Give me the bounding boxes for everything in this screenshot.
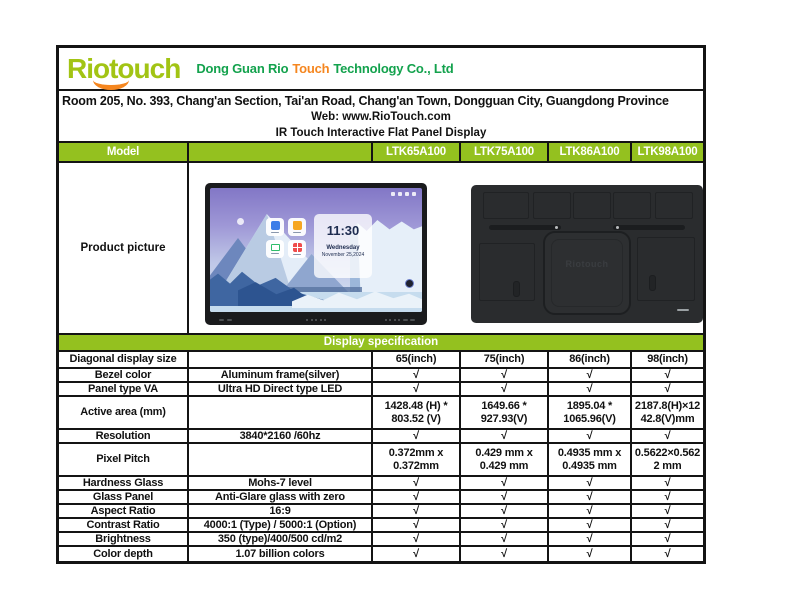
app-label <box>293 232 301 234</box>
spec-value: √ <box>461 505 549 517</box>
spec-desc <box>189 352 373 367</box>
spec-value: 65(inch) <box>373 352 461 367</box>
spec-value: √ <box>664 505 671 517</box>
apps-app-tile <box>288 240 306 258</box>
folder-icon <box>293 221 302 230</box>
table-row <box>59 430 703 444</box>
spec-value: 0.5622×0.5622 mm <box>634 447 701 472</box>
spec-value: 98(inch) <box>647 353 688 366</box>
spec-name: Panel type VA <box>59 383 189 395</box>
clock-date: November 25,2024 <box>321 252 365 258</box>
screenshare-app-tile <box>266 240 284 258</box>
model-row-spacer <box>189 143 373 161</box>
table-row <box>59 519 703 533</box>
spec-value: √ <box>549 547 632 561</box>
company-name <box>196 61 457 76</box>
spec-value: √ <box>461 547 549 561</box>
spec-value: √ <box>664 430 671 442</box>
table-row <box>59 369 703 383</box>
spec-desc: Anti-Glare glass with zero <box>189 491 373 503</box>
spec-value: 1649.66 * 927.93(V) <box>461 397 549 428</box>
bezel-mark <box>219 319 224 321</box>
rear-mount-plate-inner <box>551 239 623 307</box>
bezel-dot <box>320 319 322 321</box>
spec-value: √ <box>664 383 671 395</box>
spec-name: Diagonal display size <box>59 352 189 367</box>
rear-panel-section <box>479 243 535 301</box>
spec-value: 0.429 mm x 0.429 mm <box>461 444 549 475</box>
spec-value: √ <box>461 383 549 395</box>
handle-screw <box>555 226 558 229</box>
rear-mount-plate <box>543 231 631 315</box>
logo-wordmark: Riotouch <box>67 52 181 84</box>
panel-front-view-image <box>205 183 427 325</box>
model-ltk98a100: LTK98A100 <box>637 146 698 158</box>
sun-icon <box>237 218 244 225</box>
bezel-mark <box>403 319 408 321</box>
spec-name: Resolution <box>59 430 189 442</box>
company-address: Room 205, No. 393, Chang'an Section, Tai'an Road, Chang'an Town, Dongguan City, Guangdong Province <box>62 94 669 108</box>
spec-desc: 16:9 <box>189 505 373 517</box>
spec-desc <box>189 397 373 428</box>
product-picture-row <box>59 163 703 335</box>
rear-label-sticker <box>677 309 689 311</box>
spec-value: 75(inch) <box>461 352 549 367</box>
display-specification-band: Display specification <box>59 335 703 352</box>
spec-desc: 4000:1 (Type) / 5000:1 (Option) <box>189 519 373 531</box>
rear-logo-emboss: Riotouch <box>565 258 609 269</box>
spec-value: √ <box>549 369 632 381</box>
spec-value: √ <box>549 491 632 503</box>
bezel-dot <box>398 319 400 321</box>
spec-desc: Mohs-7 level <box>189 477 373 489</box>
table-row <box>59 505 703 519</box>
spec-value: √ <box>549 505 632 517</box>
spec-value: √ <box>664 491 671 503</box>
whiteboard-app-tile <box>266 218 284 236</box>
spec-value: √ <box>373 477 461 489</box>
riotouch-logo <box>67 52 181 84</box>
bezel-dot <box>324 319 326 321</box>
spec-value: √ <box>461 477 549 489</box>
spec-desc: 1.07 billion colors <box>189 547 373 561</box>
spec-name: Bezel color <box>59 369 189 381</box>
spec-desc: 350 (type)/400/500 cd/m2 <box>189 533 373 545</box>
rear-panel-section <box>533 192 571 219</box>
spec-name: Active area (mm) <box>59 397 189 428</box>
spec-value: 2187.8(H)×1242.8(V)mm <box>634 400 701 425</box>
apps-grid-icon <box>293 243 302 252</box>
spec-desc <box>189 444 373 475</box>
spec-name: Glass Panel <box>59 491 189 503</box>
company-name-part3: Technology Co., Ltd <box>333 61 454 76</box>
bezel-marks-left <box>219 319 232 321</box>
spec-name: Color depth <box>59 547 189 561</box>
spec-value: √ <box>373 533 461 545</box>
spec-value: √ <box>461 369 549 381</box>
model-ltk75a100: LTK75A100 <box>461 143 549 161</box>
table-row <box>59 383 703 397</box>
spec-value: √ <box>549 533 632 545</box>
spec-value: √ <box>664 477 671 489</box>
table-row <box>59 477 703 491</box>
spec-name: Brightness <box>59 533 189 545</box>
spec-value: √ <box>373 369 461 381</box>
files-app-tile <box>288 218 306 236</box>
bezel-mark <box>410 319 415 321</box>
spec-value: √ <box>549 430 632 442</box>
rear-slot <box>513 281 520 297</box>
bezel-dot <box>385 319 387 321</box>
status-icon <box>398 192 402 196</box>
whiteboard-icon <box>271 221 280 230</box>
spec-value: √ <box>373 547 461 561</box>
app-label <box>271 232 279 234</box>
bezel-dot <box>394 319 396 321</box>
table-row <box>59 491 703 505</box>
table-row <box>59 352 703 369</box>
spec-value: √ <box>373 383 461 395</box>
app-label <box>293 254 301 256</box>
spec-value: √ <box>664 369 671 381</box>
spec-value: √ <box>664 547 671 560</box>
spec-value: √ <box>373 519 461 531</box>
rear-slot <box>649 275 656 291</box>
model-row-label: Model <box>59 143 189 161</box>
rear-handle-left <box>489 225 561 230</box>
clock-time: 11:30 <box>326 223 360 238</box>
spec-value: √ <box>549 519 632 531</box>
logo-smile-icon <box>93 78 129 90</box>
spec-value: √ <box>461 491 549 503</box>
bezel-dot <box>306 319 308 321</box>
spec-desc: Ultra HD Direct type LED <box>189 383 373 395</box>
header-row <box>59 48 703 91</box>
company-name-part1: Dong Guan Rio <box>196 61 289 76</box>
table-row <box>59 547 703 561</box>
spec-value: 86(inch) <box>549 352 632 367</box>
address-block <box>59 91 703 143</box>
bezel-dot <box>311 319 313 321</box>
table-row <box>59 397 703 430</box>
app-launcher-grid <box>266 218 306 258</box>
spec-value: 0.4935 mm x 0.4935 mm <box>549 444 632 475</box>
rear-panel-section <box>655 192 693 219</box>
clock-day: Wednesday <box>326 245 360 251</box>
bezel-marks-right <box>385 319 416 321</box>
spec-value: √ <box>664 519 671 531</box>
rear-panel-section <box>483 192 529 219</box>
product-line-title: IR Touch Interactive Flat Panel Display <box>275 127 487 139</box>
spec-name: Hardness Glass <box>59 477 189 489</box>
clock-widget <box>314 214 372 278</box>
floating-assistant-icon <box>405 279 414 288</box>
product-picture-label: Product picture <box>59 163 189 333</box>
spec-value: √ <box>461 519 549 531</box>
table-row <box>59 444 703 477</box>
status-icon <box>391 192 395 196</box>
spec-document <box>56 45 706 564</box>
spec-value: 1895.04 * 1065.96(V) <box>549 397 632 428</box>
spec-value: √ <box>549 383 632 395</box>
panel-screen <box>210 188 422 312</box>
spec-value: √ <box>461 533 549 545</box>
spec-value: √ <box>373 491 461 503</box>
spec-value: √ <box>373 430 461 442</box>
spec-value: √ <box>664 533 671 545</box>
bezel-buttons-center <box>306 319 326 321</box>
status-icon <box>405 192 409 196</box>
spec-value: √ <box>461 430 549 442</box>
model-row <box>59 143 703 163</box>
rear-panel-section <box>573 192 611 219</box>
handle-screw <box>616 226 619 229</box>
spec-value: √ <box>373 505 461 517</box>
status-icon <box>412 192 416 196</box>
rear-handle-right <box>613 225 685 230</box>
spec-name: Pixel Pitch <box>59 444 189 475</box>
screenshare-icon <box>271 244 280 251</box>
spec-desc: 3840*2160 /60hz <box>189 430 373 442</box>
bezel-mark <box>227 319 232 321</box>
screen-status-icons <box>391 192 416 196</box>
spec-value: 1428.48 (H) * 803.52 (V) <box>373 397 461 428</box>
spec-name: Contrast Ratio <box>59 519 189 531</box>
spec-desc: Aluminum frame(silver) <box>189 369 373 381</box>
rear-panel-section <box>613 192 651 219</box>
bezel-dot <box>389 319 391 321</box>
rear-panel-section <box>637 237 695 301</box>
app-label <box>271 253 279 255</box>
company-name-part2: Touch <box>292 61 330 76</box>
model-ltk65a100: LTK65A100 <box>373 143 461 161</box>
spec-name: Aspect Ratio <box>59 505 189 517</box>
spec-value: √ <box>549 477 632 489</box>
table-row <box>59 533 703 547</box>
model-ltk86a100: LTK86A100 <box>549 143 632 161</box>
product-picture-cell <box>189 163 703 333</box>
spec-value: 0.372mm x 0.372mm <box>373 444 461 475</box>
bezel-dot <box>315 319 317 321</box>
company-website: Web: www.RioTouch.com <box>311 111 451 123</box>
panel-rear-view-image <box>471 185 703 323</box>
